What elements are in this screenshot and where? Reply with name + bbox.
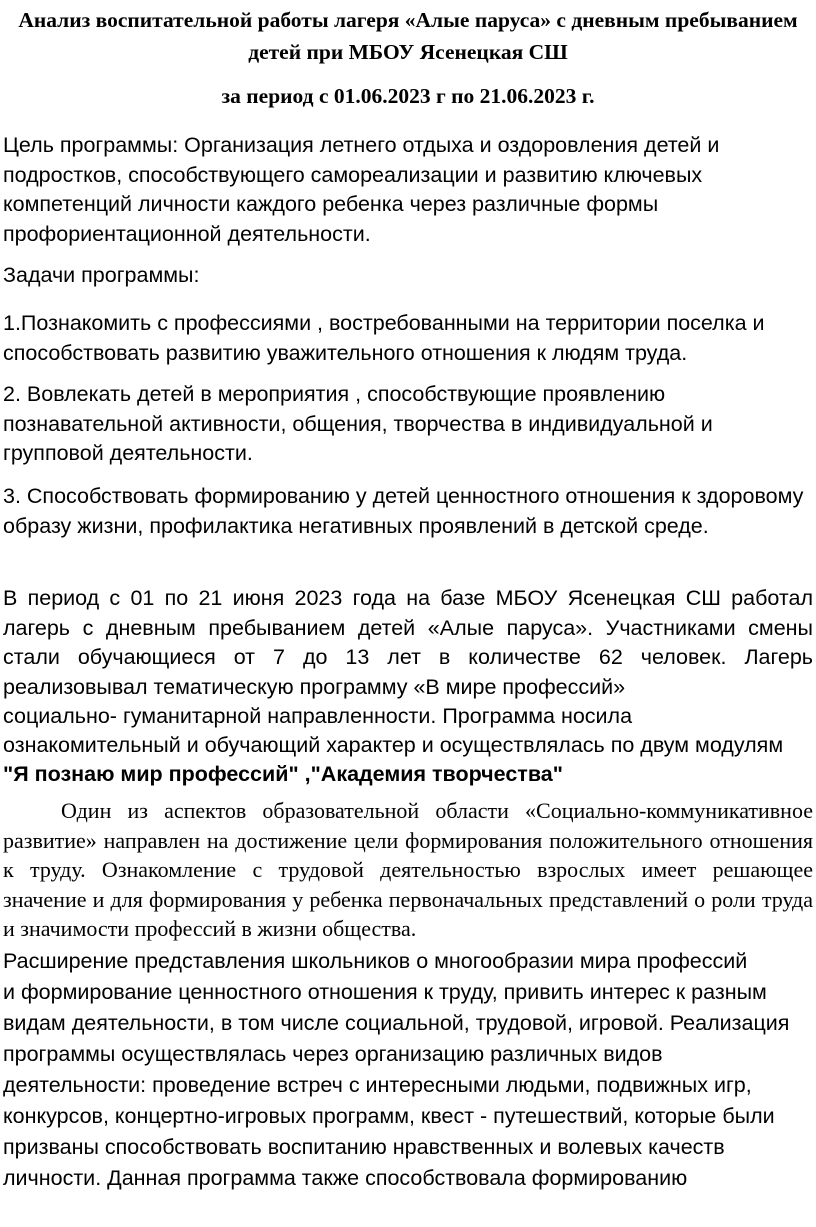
task-item-3: 3. Способствовать формированию у детей ценностного отношения к здоровому образу жизни, профилактика негативных проявлений в детской среде.	[3, 484, 804, 538]
expansion-line: конкурсов, концертно-игровых программ, квест - путешествий, которые были	[3, 1104, 775, 1128]
aspect-paragraph: Один из аспектов образовательной области «Социально-коммуникативное развитие» направлен на достижение цели формирования положительного отношения к труду. Ознакомление с трудовой деятельностью взрослых имеет решающее значение и для формирования у ребенка первоначальных представлений о роли труда и значимости профессий в жизни общества.	[3, 798, 813, 941]
expansion-line: призваны способствовать воспитанию нравственных и волевых качеств	[3, 1135, 725, 1159]
expansion-line: деятельности: проведение встреч с интересными людьми, подвижных игр,	[3, 1073, 752, 1097]
expansion-paragraph	[3, 946, 813, 1194]
tasks-heading: Задачи программы:	[3, 263, 200, 287]
expansion-line: видам деятельности, в том числе социальной, трудовой, игровой. Реализация	[3, 1011, 790, 1035]
expansion-line: Расширение представления школьников о многообразии мира профессий	[3, 949, 748, 973]
document-period-title: за период с 01.06.2023 г по 21.06.2023 г.	[221, 84, 595, 108]
camp-modules-line: ознакомительный и обучающий характер и осуществлялась по двум модулям	[3, 733, 784, 757]
document-title: Анализ воспитательной работы лагеря «Алые паруса» с дневным пребыванием детей при МБОУ Ясенецкая СШ	[18, 8, 798, 64]
expansion-line: программы осуществлялась через организацию различных видов	[3, 1042, 663, 1066]
camp-period-paragraph	[3, 584, 813, 789]
camp-direction-line: социально- гуманитарной направленности. Программа носила	[3, 704, 633, 728]
task-item-2: 2. Вовлекать детей в мероприятия , способствующие проявлению познавательной активности, общения, творчества в индивидуальной и групповой деятельности.	[3, 382, 713, 465]
camp-period-text: В период с 01 по 21 июня 2023 года на базе МБОУ Ясенецкая СШ работал лагерь с дневным пребыванием детей «Алые паруса». Участниками смены стали обучающиеся от 7 до 13 лет в количестве 62 человек. Лагерь реализовывал тематическую программу «В мире профессий»	[3, 586, 813, 699]
expansion-line: личности. Данная программа также способствовала формированию	[3, 1166, 688, 1190]
expansion-line: и формирование ценностного отношения к труду, привить интерес к разным	[3, 980, 767, 1004]
program-goal: Цель программы: Организация летнего отдыха и оздоровления детей и подростков, способствующего самореализации и развитию ключевых компетенций личности каждого ребенка через различные формы профориентационной деятельности.	[3, 133, 720, 246]
camp-module-names: "Я познаю мир профессий" ,"Академия творчества"	[3, 762, 563, 786]
task-item-1: 1.Познакомить с профессиями , востребованными на территории поселка и способствовать развитию уважительного отношения к людям труда.	[3, 311, 765, 365]
